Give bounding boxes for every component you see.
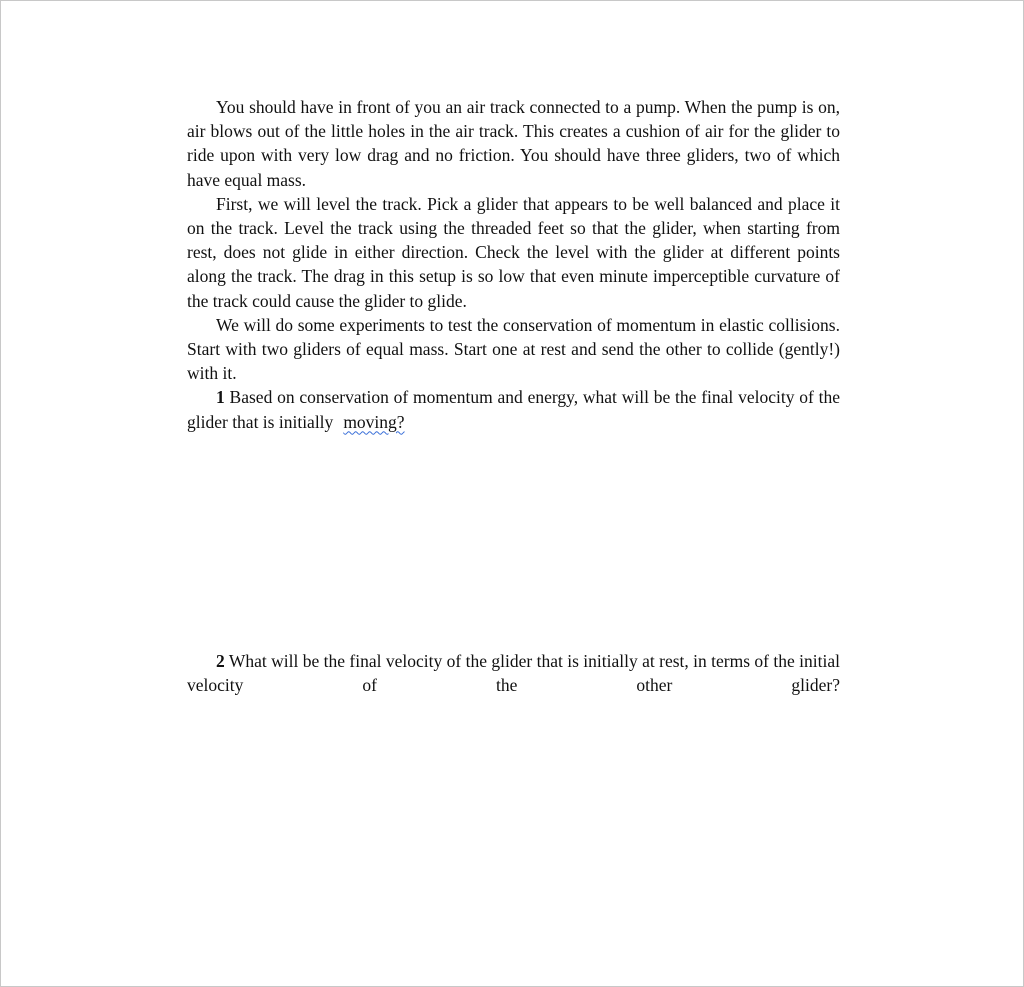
question-1-text: Based on conservation of momentum and energy, what will be the final velocity of the glider that is initially [187,387,841,432]
question-2-block [187,649,840,697]
question-1 [187,385,840,433]
question-2-number: 2 [216,651,225,671]
question-2 [187,649,840,697]
spellcheck-flagged-word[interactable]: moving? [343,411,405,432]
intro-paragraph: You should have in front of you an air track connected to a pump. When the pump is on, air blows out of the little holes in the air track. This creates a cushion of air for the glider to ride upon with very low drag and no friction. You should have three gliders, two of which have equal mass. [187,97,840,190]
leveling-paragraph: First, we will level the track. Pick a glider that appears to be well balanced and place it on the track. Level the track using the threaded feet so that the glider, when starting from rest, does not glide in either direction. Check the level with the glider at different points along the track. The drag in this setup is so low that even minute imperceptible curvature of the track could cause the glider to glide. [187,193,840,311]
question-1-number: 1 [216,387,225,408]
question-2-text: What will be the final velocity of the glider that is initially at rest, in terms of the initial velocity of the other glider? [187,651,840,696]
document-body [187,95,840,434]
experiment-paragraph: We will do some experiments to test the conservation of momentum in elastic collisions. Start with two gliders of equal mass. Start one at rest and send the other to collide (gently!) with it. [187,314,840,384]
